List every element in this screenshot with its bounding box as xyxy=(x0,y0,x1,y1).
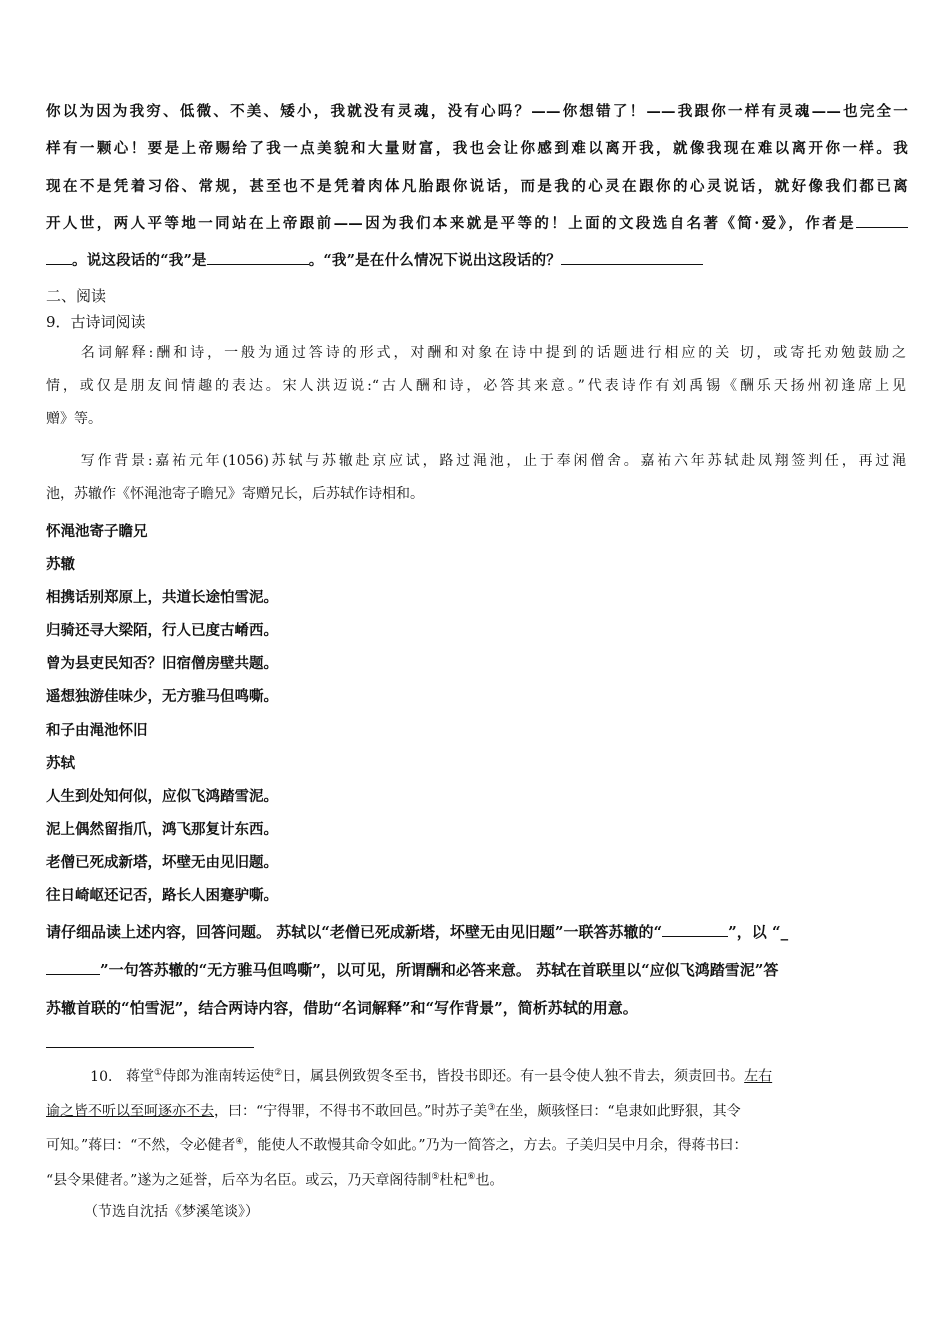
q10-text: ，能使人不敢慢其命令如此。”乃为一简答之，方去。子美归吴中月余，得蒋书曰： xyxy=(243,1137,748,1154)
question-9-prompt xyxy=(46,913,908,1027)
q10-text: “县令果健者。”遂为之延誉，后卒为名臣。或云，乃天章阁待制 xyxy=(46,1172,432,1189)
q-line-1a: 请仔细品读上述内容，回答问题。 苏轼以“老僧已死成新塔，坏壁无由见旧题”一联答苏辙的“ xyxy=(46,923,663,941)
q10-text: 在坐，颇骇怪曰：“皂隶如此野狠，其令 xyxy=(495,1103,741,1120)
q-line-1b: ”，以 “_ xyxy=(728,923,789,941)
answer-blank-q9-2[interactable] xyxy=(46,960,100,975)
intro-line-4 xyxy=(46,207,908,241)
poem-2-line: 泥上偶然留指爪，鸿飞那复计东西。 xyxy=(46,821,278,838)
term-line-2: 情，或仅是朋友间情趣的表达。宋人洪迈说:“古人酬和诗，必答其来意。”代表诗作有刘禹锡《酬乐天扬州初逢席上见 xyxy=(46,378,906,394)
note-4-icon: ④ xyxy=(235,1137,244,1148)
q10-text: 可知。”蒋曰：“不然，令必健者 xyxy=(46,1137,236,1154)
q-line-3: 苏辙首联的“怕雪泥”，结合两诗内容，借助“名词解释”和“写作背景”，简析苏轼的用意。 xyxy=(46,999,638,1017)
intro-line-4-text: 开人世，两人平等地一同站在上帝跟前——因为我们本来就是平等的！上面的文段选自名著《简·爱》，作者是 xyxy=(46,215,856,232)
poem-1-line: 遥想独游佳味少，无方骓马但鸣嘶。 xyxy=(46,688,278,705)
q10-text: 日，属县例致贺冬至书，皆投书即还。有一县令使人独不肯去，须责回书。 xyxy=(282,1068,745,1085)
question-10-passage xyxy=(46,1058,908,1228)
answer-blank-author-1[interactable] xyxy=(856,213,908,228)
q10-number: 10． xyxy=(90,1068,122,1085)
poem-1-title: 怀渑池寄子瞻兄 xyxy=(46,523,148,540)
writing-background xyxy=(46,445,906,511)
intro-last-b: 。“我”是在什么情况下说出这段话的？ xyxy=(308,252,561,269)
q10-text: 也。 xyxy=(475,1172,504,1189)
q-line-2a: ”一句答苏辙的“无方骓马但鸣嘶”，以可见，所谓酬和必答来意。 苏轼在首联里以“应似飞鸿踏雪泥”答 xyxy=(100,961,779,979)
q10-source: （节选自沈括《梦溪笔谈》） xyxy=(84,1203,259,1220)
term-explanation xyxy=(46,337,906,436)
q9-title: 9．古诗词阅读 xyxy=(46,313,146,331)
intro-last-a: 。说这段话的“我”是 xyxy=(72,252,207,269)
q10-text: 蒋堂 xyxy=(126,1068,154,1085)
answer-blank-situation[interactable] xyxy=(561,250,703,265)
term-line-3: 赠》等。 xyxy=(46,411,102,427)
intro-line-5 xyxy=(46,244,908,278)
poem-1-line: 相携话别郑原上，共道长途怕雪泥。 xyxy=(46,589,278,606)
poem-2-line: 人生到处知何似，应似飞鸿踏雪泥。 xyxy=(46,788,278,805)
poem-2-author: 苏轼 xyxy=(46,755,75,772)
poem-1-line: 归骑还寻大梁陌，行人已度古崤西。 xyxy=(46,622,278,639)
answer-blank-speaker[interactable] xyxy=(207,250,309,265)
underlined-sentence: 谕之皆不听以至呵逐亦不去 xyxy=(46,1103,214,1120)
poem-1-line: 曾为县吏民知否？旧宿僧房壁共题。 xyxy=(46,655,278,672)
q10-text: 侍郎为淮南转运使 xyxy=(162,1068,275,1085)
note-5-icon: ⑤ xyxy=(431,1171,440,1182)
poem-2-line: 往日崎岖还记否，路长人困蹇驴嘶。 xyxy=(46,887,278,904)
intro-line-1: 你以为因为我穷、低微、不美、矮小，我就没有灵魂，没有心吗？——你想错了！——我跟你一样有灵魂——也完全一 xyxy=(46,103,908,120)
note-6-icon: ⑥ xyxy=(467,1171,476,1182)
note-2-icon: ② xyxy=(274,1068,283,1078)
q10-text: ，曰：“宁得罪，不得书不敢回邑。”时苏子美 xyxy=(214,1103,488,1120)
underlined-sentence: 左右 xyxy=(744,1068,773,1085)
note-3-icon: ③ xyxy=(487,1102,496,1113)
answer-blank-q9-1[interactable] xyxy=(662,922,728,937)
term-line-1: 名词解释:酬和诗，一般为通过答诗的形式，对酬和对象在诗中提到的话题进行相应的关 切，或寄托劝勉鼓励之 xyxy=(78,345,906,361)
note-1-icon: ① xyxy=(154,1068,163,1078)
answer-line-q9[interactable] xyxy=(46,1047,254,1048)
poem-2-line: 老僧已死成新塔，坏壁无由见旧题。 xyxy=(46,854,278,871)
q10-text: 杜杞 xyxy=(439,1172,468,1189)
intro-line-3: 现在不是凭着习俗、常规，甚至也不是凭着肉体凡胎跟你说话，而是我的心灵在跟你的心灵说话，就好像我们都已离 xyxy=(46,178,908,195)
poem-2 xyxy=(46,714,278,912)
poem-1-author: 苏辙 xyxy=(46,556,75,573)
section-heading: 二、阅读 xyxy=(46,287,107,305)
poem-2-title: 和子由渑池怀旧 xyxy=(46,722,148,739)
bg-line-2: 池，苏辙作《怀渑池寄子瞻兄》寄赠兄长，后苏轼作诗相和。 xyxy=(46,486,424,502)
intro-line-2: 样有一颗心！要是上帝赐给了我一点美貌和大量财富，我也会让你感到难以离开我，就像我现在难以离开你一样。我 xyxy=(46,140,908,157)
poem-1 xyxy=(46,515,278,713)
answer-blank-author-2[interactable] xyxy=(46,250,72,265)
bg-line-1: 写作背景:嘉祐元年(1056)苏轼与苏辙赴京应试，路过渑池，止于奉闲僧舍。嘉祐六年苏轼赴凤翔签判任，再过渑 xyxy=(78,453,906,469)
